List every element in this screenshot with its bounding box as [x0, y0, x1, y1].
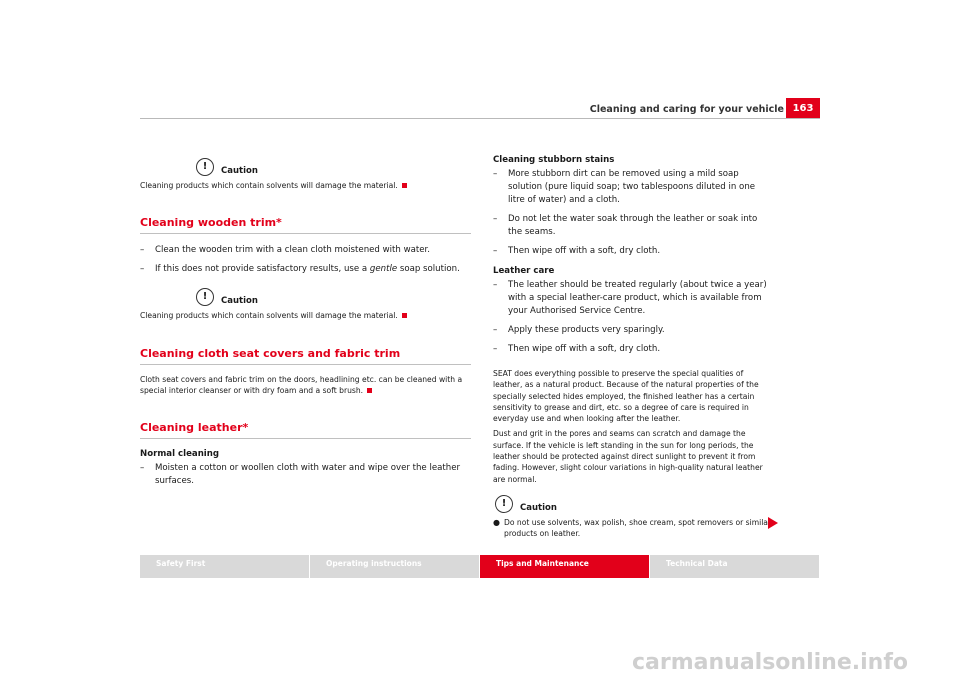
section-heading-cloth-seat-covers: Cleaning cloth seat covers and fabric trim [140, 347, 471, 365]
bullet-icon: ● [493, 517, 500, 527]
paragraph: Cloth seat covers and fabric trim on the doors, headlining etc. can be cleaned with a special interior cleanser or with dry foam and a soft brush. [140, 374, 463, 395]
caution-bullet-item: ● Do not use solvents, wax polish, shoe cream, spot removers or similar products on leather. [493, 517, 772, 539]
list-item: – Clean the wooden trim with a clean cloth moistened with water. [140, 245, 430, 256]
tab-tips-and-maintenance[interactable]: Tips and Maintenance [480, 555, 649, 578]
caution-text: Cleaning products which contain solvents will damage the material. [140, 310, 471, 321]
list-item: – More stubborn dirt can be removed using a mild soap solution (pure liquid soap; two tablespoons diluted in one litre of water) and a cloth. [493, 169, 756, 205]
list-item: – Do not let the water soak through the leather or soak into the seams. [493, 214, 758, 237]
tab-operating-instructions[interactable]: Operating instructions [310, 555, 479, 578]
header-rule [140, 118, 820, 119]
page-number-badge: 163 [786, 98, 820, 118]
list-item: – Moisten a cotton or woollen cloth with water and wipe over the leather surfaces. [140, 463, 461, 487]
section-heading-wooden-trim: Cleaning wooden trim* [140, 216, 471, 234]
paragraph: SEAT does everything possible to preserve the special qualities of leather, as a natural product. Because of the natural properties of the specially selected hides employed, the finished leather has a certain sensitivity to grease and dirt, etc. so a degree of care is required in everyday use and when looking after the leather. [493, 369, 759, 424]
section-end-mark [402, 313, 407, 318]
section-end-mark [402, 183, 407, 188]
list-item: – The leather should be treated regularly (about twice a year) with a special leather-care product, which is available from your Authorised Service Centre. [493, 280, 767, 316]
paragraph: Dust and grit in the pores and seams can scratch and damage the surface. If the vehicle is left standing in the sun for long periods, the leather should be protected against direct sunlight to prevent it from fading. However, slight colour variations in high-quality natural leather are normal. [493, 429, 763, 484]
caution-text: Cleaning products which contain solvents will damage the material. [140, 180, 471, 191]
caution-box-3 [495, 495, 773, 513]
tab-technical-data[interactable]: Technical Data [650, 555, 819, 578]
running-header-title: Cleaning and caring for your vehicle [589, 104, 784, 115]
subheading-stubborn-stains: Cleaning stubborn stains [493, 155, 615, 165]
caution-box-1 [196, 158, 471, 176]
section-end-mark [367, 388, 372, 393]
warning-icon: ! [495, 495, 513, 513]
caution-label: Caution [221, 296, 258, 307]
subheading-leather-care: Leather care [493, 266, 555, 276]
list-item: – Then wipe off with a soft, dry cloth. [493, 344, 661, 354]
subheading-normal-cleaning: Normal cleaning [140, 449, 220, 460]
continue-arrow-icon [768, 517, 778, 529]
left-column [140, 158, 471, 488]
right-column [493, 154, 773, 540]
list-item: – Apply these products very sparingly. [493, 325, 665, 335]
watermark: carmanualsonline.info [632, 650, 908, 675]
warning-icon: ! [196, 158, 214, 176]
footer-nav [140, 555, 820, 578]
caution-box-2 [196, 288, 471, 306]
list-item: – Then wipe off with a soft, dry cloth. [493, 246, 661, 256]
warning-icon: ! [196, 288, 214, 306]
tab-safety-first[interactable]: Safety First [140, 555, 309, 578]
list-item: – If this does not provide satisfactory results, use a gentle soap solution. [140, 264, 460, 275]
section-heading-cleaning-leather: Cleaning leather* [140, 421, 471, 439]
caution-label: Caution [221, 166, 258, 176]
caution-label: Caution [520, 502, 557, 513]
